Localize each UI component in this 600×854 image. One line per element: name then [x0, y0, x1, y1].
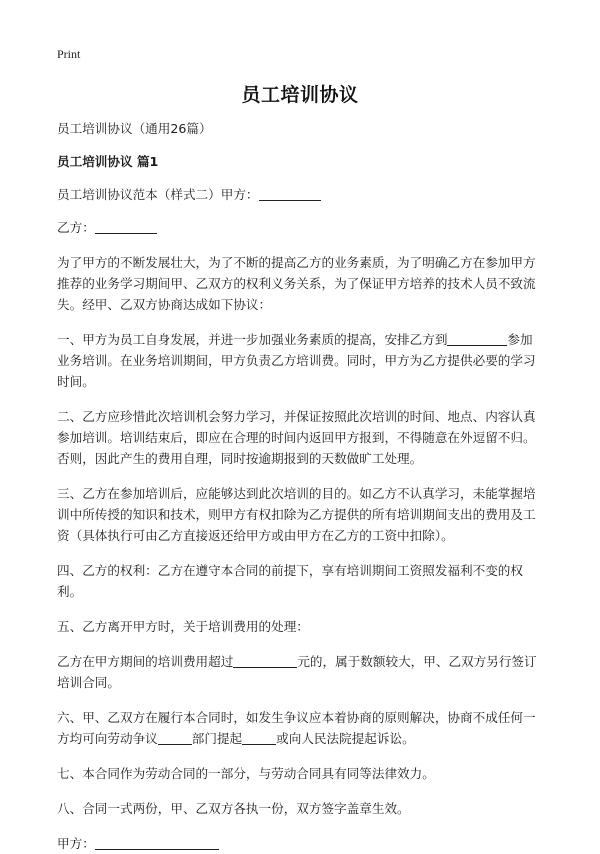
clause-2: 二、乙方应珍惜此次培训机会努力学习，并保证按照此次培训的时间、地点、内容认真参加培训。培训结束后，即应在合理的时间内返回甲方报到，不得随意在外逗留不归。否则，因此产生的费用自理，同时按逾期报到的天数做旷工处理。: [57, 409, 536, 466]
section-heading: 员工培训协议 篇1: [57, 154, 159, 169]
party-a-intro-text: 员工培训协议范本（样式二）甲方：: [57, 187, 259, 202]
clause-6: [57, 707, 544, 749]
clause-4: 四、乙方的权利：乙方在遵守本合同的前提下，享有培训期间工资照发福利不变的权利。: [57, 563, 523, 599]
document-title: 员工培训协议: [241, 84, 359, 106]
intro-paragraph: 为了甲方的不断发展壮大，为了不断的提高乙方的业务素质，为了明确乙方在参加甲方推荐的业务学习期间甲、乙双方的权利义务关系，为了保证甲方培养的技术人员不致流失。经甲、乙双方协商达成如下协议：: [57, 255, 536, 312]
party-a-intro-line: [57, 184, 544, 205]
document-body: [57, 118, 544, 854]
clause-5-detail-text-b: 元的，属于数额较大，甲、乙双方另行签订培训合同。: [57, 654, 537, 690]
clause-1-text-a: 一、甲方为员工自身发展，并进一步加强业务素质的提高，安排乙方到: [57, 332, 448, 347]
party-a-blank: [259, 186, 321, 201]
party-b-line: [57, 217, 544, 238]
clause-1: [57, 329, 544, 392]
document-subtitle: 员工培训协议（通用26篇）: [57, 121, 212, 136]
signature-party-a-blank: [95, 835, 219, 850]
clause-5-detail: [57, 651, 544, 693]
signature-party-a-line: [57, 833, 544, 854]
training-cost-blank: [233, 653, 297, 668]
party-b-text: 乙方：: [57, 220, 95, 235]
arbitration-filing-blank: [242, 730, 276, 745]
signature-party-a-text: 甲方：: [57, 836, 95, 851]
clause-6-text-c: 或向人民法院提起诉讼。: [276, 731, 415, 746]
clause-3: 三、乙方在参加培训后，应能够达到此次培训的目的。如乙方不认真学习，未能掌握培训中所传授的知识和技术，则甲方有权扣除为乙方提供的所有培训期间支出的费用及工资（具体执行可由乙方直接返还给甲方或由甲方在乙方的工资中扣除）。: [57, 486, 536, 543]
clause-1-text-b: 参加业务培训。在业务培训期间，甲方负责乙方培训费。同时，甲方为乙方提供必要的学习时间。: [57, 332, 536, 389]
clause-6-text-a: 六、甲、乙双方在履行本合同时，如发生争议应本着协商的原则解决，协商不成任何一方均可向劳动争议: [57, 710, 536, 746]
party-b-blank: [95, 219, 157, 234]
clause-6-text-b: 部门提起: [191, 731, 243, 746]
arbitration-dept-blank: [158, 730, 192, 745]
print-link[interactable]: Print: [57, 47, 81, 61]
clause-5-detail-text-a: 乙方在甲方期间的培训费用超过: [57, 654, 234, 669]
clause-5: 五、乙方离开甲方时，关于培训费用的处理：: [57, 619, 309, 634]
clause-7: 七、本合同作为劳动合同的一部分，与劳动合同具有同等法律效力。: [57, 766, 435, 781]
training-location-blank: [447, 331, 507, 346]
clause-8: 八、合同一式两份，甲、乙双方各执一份，双方签字盖章生效。: [57, 801, 410, 816]
